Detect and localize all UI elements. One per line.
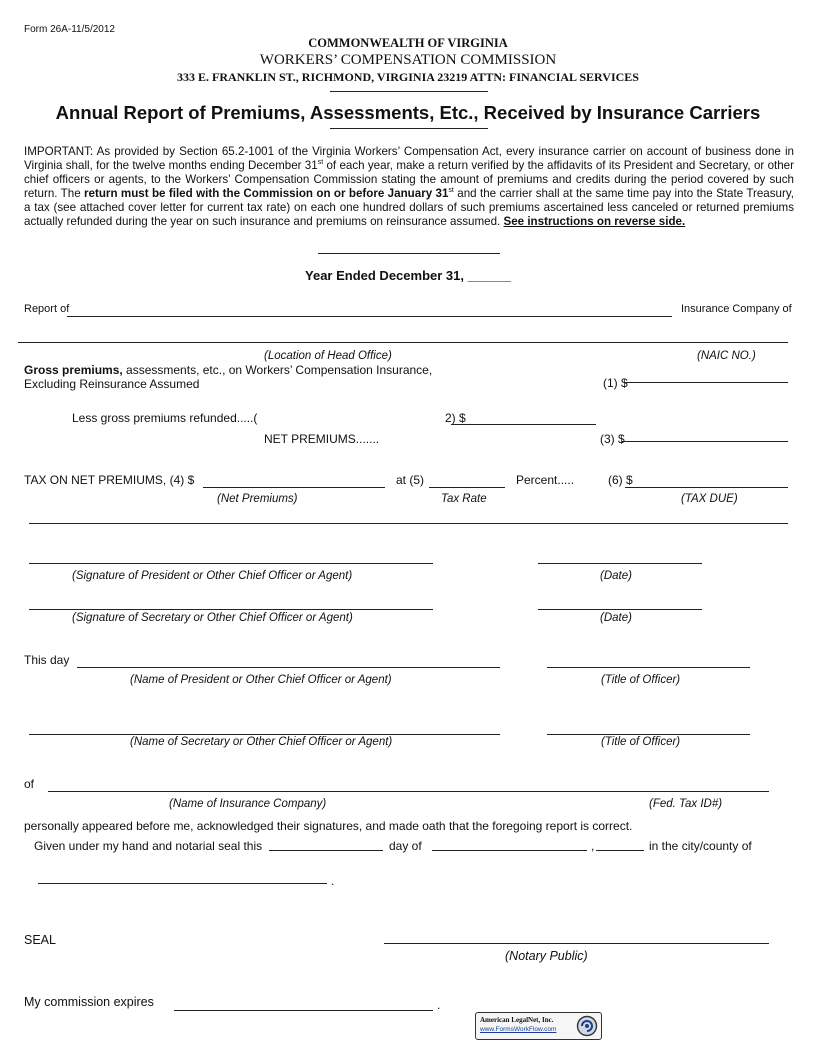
tax-due-number: (6) $ [608,473,633,487]
month-field[interactable] [432,850,587,851]
logo-url: www.FormsWorkFlow.com [480,1026,557,1033]
period-2: . [437,998,441,1012]
form-number: Form 26A-11/5/2012 [24,24,115,35]
company-name-field[interactable] [48,791,769,792]
location-caption: (Location of Head Office) [264,350,392,362]
president-date-caption: (Date) [600,570,632,582]
net-premiums-number: (3) $ [600,432,625,446]
president-name-field[interactable] [77,667,500,668]
commission-expires-field[interactable] [174,1010,433,1011]
naic-caption: (NAIC NO.) [697,350,756,362]
less-refunded-label: Less gross premiums refunded.....( [72,411,258,425]
insurance-company-of-label: Insurance Company of [681,303,792,315]
location-field[interactable] [18,342,788,343]
gross-premiums-field[interactable] [625,382,788,383]
title-divider [330,128,488,129]
globe-icon [576,1015,598,1037]
tax-net-field[interactable] [203,487,385,488]
notary-signature-field[interactable] [384,943,769,944]
header-commission: WORKERS’ COMPENSATION COMMISSION [259,52,557,68]
section-divider [29,523,788,524]
appeared-text: personally appeared before me, acknowledged their signatures, and made oath that the foregoing report is correct. [24,819,633,833]
secretary-title-caption: (Title of Officer) [601,736,681,748]
tax-due-field[interactable] [625,487,788,488]
president-title-caption: (Title of Officer) [601,674,681,686]
year-field[interactable] [596,850,644,851]
page-title: Annual Report of Premiums, Assessments, Etc., Received by Insurance Carriers [55,102,761,123]
year-ended: Year Ended December 31, ______ [305,268,511,283]
net-premiums-label: NET PREMIUMS....... [264,432,380,446]
notary-caption: (Notary Public) [505,949,588,963]
company-name-caption: (Name of Insurance Company) [169,798,327,810]
secretary-name-field[interactable] [29,734,500,735]
commission-expires-label: My commission expires [24,995,154,1009]
tax-rate-caption: Tax Rate [441,493,487,505]
president-title-field[interactable] [547,667,750,668]
secretary-title-field[interactable] [547,734,750,735]
tax-due-caption: (TAX DUE) [681,493,738,505]
president-name-caption: (Name of President or Other Chief Officer or Agent) [130,674,392,686]
secretary-signature-field[interactable] [29,609,433,610]
president-signature-caption: (Signature of President or Other Chief Officer or Agent) [72,570,353,582]
net-premiums-caption: (Net Premiums) [217,493,298,505]
secretary-date-caption: (Date) [600,612,632,624]
tax-label: TAX ON NET PREMIUMS, (4) $ [24,473,195,487]
tax-at-label: at (5) [396,473,425,487]
president-signature-field[interactable] [29,563,433,564]
header-commonwealth: COMMONWEALTH OF VIRGINIA [308,36,508,50]
this-day-label: This day [24,653,70,667]
secretary-date-field[interactable] [538,609,702,610]
logo-company: American LegalNet, Inc. [480,1016,554,1024]
seal-label: SEAL [24,933,56,947]
tax-rate-field[interactable] [429,487,505,488]
important-paragraph: IMPORTANT: As provided by Section 65.2-1001 of the Virginia Workers’ Compensation Act, every insurance carrier on account of business done in Virginia shall, for the twelve months ending December 31st of each year, make a return verified by the affidavits of its President and Secretary, or other chief officers or agents, to the Workers’ Compensation Commission stating the amount of premiums and credits during the period covered by such return. The return must be filed with the Commission on or before January 31st and the carrier shall at the same time pay into the State Treasury, a tax (see attached cover letter for current tax rate) on each one hundred dollars of such premiums ascertained less canceled or returned premiums actually refunded during the year on such insurance and premiums on reinsurance assumed. See instructions on reverse side. [24,145,794,228]
gross-premiums-number: (1) $ [603,376,628,390]
comma: , [591,839,595,853]
city-county-label: in the city/county of [649,839,752,853]
gross-premiums-label-line2: Excluding Reinsurance Assumed [24,377,200,391]
secretary-name-caption: (Name of Secretary or Other Chief Officer or Agent) [130,736,393,748]
president-date-field[interactable] [538,563,702,564]
gross-premiums-label: Gross premiums, assessments, etc., on Workers’ Compensation Insurance, [24,363,433,377]
report-of-label: Report of [24,303,70,315]
less-refunded-number: 2) $ [445,411,466,425]
secretary-signature-caption: (Signature of Secretary or Other Chief Officer or Agent) [72,612,353,624]
net-premiums-field[interactable] [622,441,788,442]
paragraph-divider [318,253,500,254]
report-of-field[interactable] [67,316,672,317]
given-day-field[interactable] [269,850,383,851]
day-of-label: day of [389,839,422,853]
period: . [331,874,335,888]
percent-label: Percent..... [516,473,575,487]
of-label: of [24,777,35,791]
less-refunded-field[interactable] [451,424,596,425]
city-county-field[interactable] [38,883,327,884]
given-label: Given under my hand and notarial seal this [34,839,263,853]
header-divider [330,91,488,92]
header-address: 333 E. FRANKLIN ST., RICHMOND, VIRGINIA 23219 ATTN: FINANCIAL SERVICES [177,70,639,84]
fed-tax-caption: (Fed. Tax ID#) [649,798,723,810]
publisher-logo[interactable] [475,1012,602,1040]
